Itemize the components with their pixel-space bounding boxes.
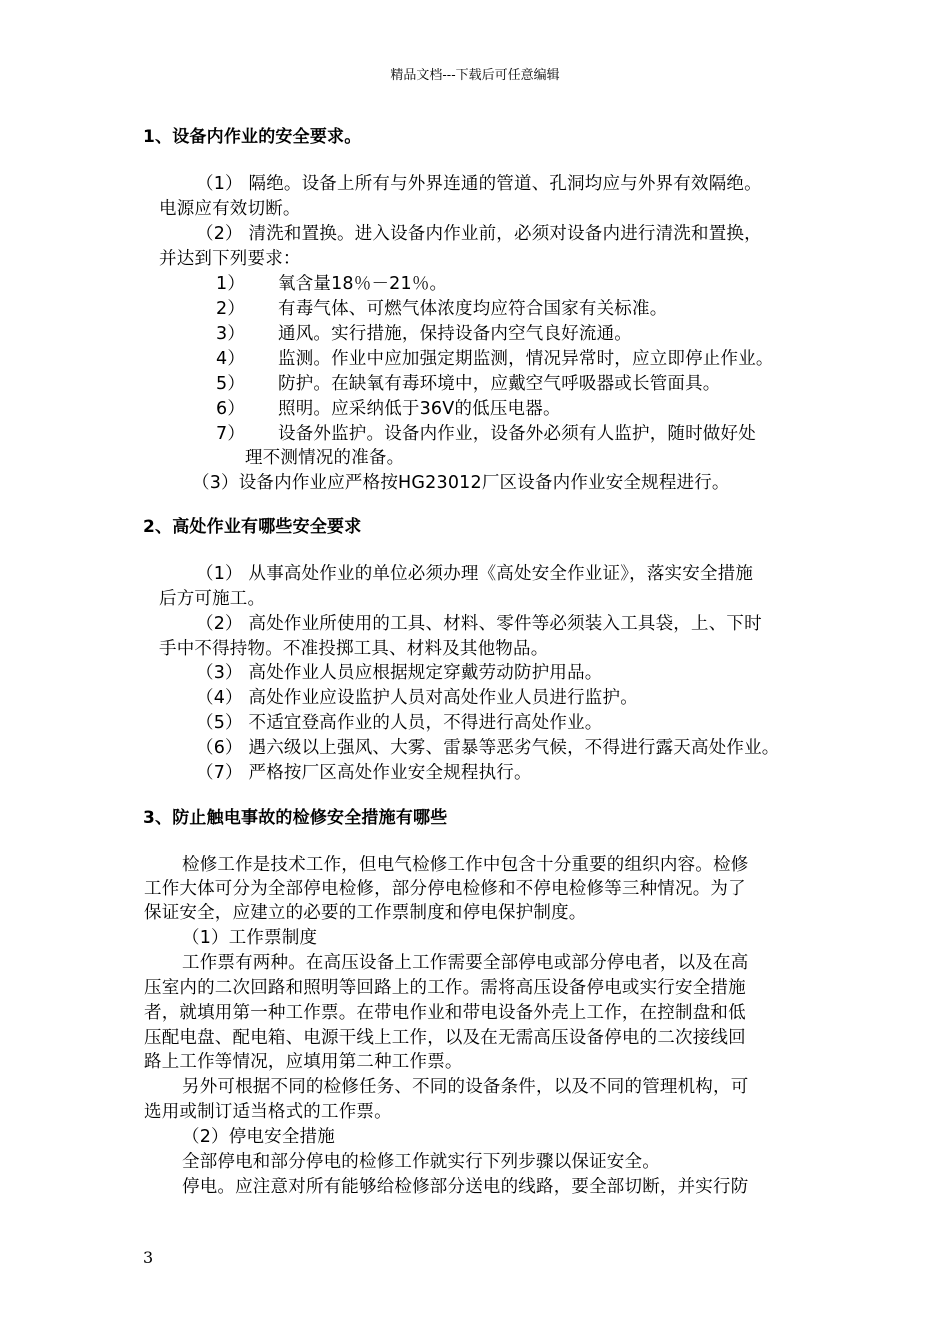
s2-p2-line2: 手中不得持物。不准投掷工具、材料及其他物品。 <box>159 639 549 659</box>
s1-item-num: 3） <box>216 324 246 344</box>
s3-ticket-line4: 压配电盘、配电箱、电源干线上工作，以及在无需高压设备停电的二次接线回 <box>144 1028 746 1048</box>
s3-outage-line: 停电。应注意对所有能够给检修部分送电的线路，要全部切断，并实行防 <box>182 1177 749 1197</box>
page-header: 精品文档---下载后可任意编辑 <box>390 68 560 83</box>
s2-p5: （5） 不适宜登高作业的人员，不得进行高处作业。 <box>196 713 603 733</box>
s2-p3: （3） 高处作业人员应根据规定穿戴劳动防护用品。 <box>196 663 603 683</box>
s3-ticket-line3: 者，就填用第一种工作票。在带电作业和带电设备外壳上工作，在控制盘和低 <box>144 1003 746 1023</box>
section2-title: 2、高处作业有哪些安全要求 <box>143 517 362 537</box>
s3-sub1: （1）工作票制度 <box>182 928 318 948</box>
s1-p2-line2: 并达到下列要求： <box>159 249 301 269</box>
s3-intro-line1: 检修工作是技术工作，但电气检修工作中包含十分重要的组织内容。检修 <box>182 855 749 875</box>
s3-intro-line3: 保证安全，应建立的必要的工作票制度和停电保护制度。 <box>144 903 587 923</box>
s3-other-line1: 另外可根据不同的检修任务、不同的设备条件，以及不同的管理机构，可 <box>182 1077 749 1097</box>
s1-item7-cont: 理不测情况的准备。 <box>245 448 405 468</box>
s3-sub2: （2）停电安全措施 <box>182 1127 335 1147</box>
s2-p1-line2: 后方可施工。 <box>159 589 266 609</box>
s2-p7: （7） 严格按厂区高处作业安全规程执行。 <box>196 763 532 783</box>
s3-ticket-line2: 压室内的二次回路和照明等回路上的工作。需将高压设备停电或实行安全措施 <box>144 978 746 998</box>
s2-p4: （4） 高处作业应设监护人员对高处作业人员进行监护。 <box>196 688 638 708</box>
s1-item-text: 监测。作业中应加强定期监测，情况异常时，应立即停止作业。 <box>278 349 774 369</box>
s2-p2-line1: （2） 高处作业所使用的工具、材料、零件等必须装入工具袋，上、下时 <box>196 614 762 634</box>
s1-item-text: 照明。应采纳低于36V的低压电器。 <box>278 399 561 419</box>
s1-p3: （3）设备内作业应严格按HG23012厂区设备内作业安全规程进行。 <box>192 473 730 493</box>
s1-item-num: 4） <box>216 349 246 369</box>
s1-item-num: 2） <box>216 299 246 319</box>
s1-item-num: 1） <box>216 274 246 294</box>
s3-ticket-line1: 工作票有两种。在高压设备上工作需要全部停电或部分停电者，以及在高 <box>182 953 749 973</box>
page-number: 3 <box>143 1248 154 1267</box>
s1-item-text: 防护。在缺氧有毒环境中，应戴空气呼吸器或长管面具。 <box>278 374 721 394</box>
s3-intro-line2: 工作大体可分为全部停电检修，部分停电检修和不停电检修等三种情况。为了 <box>144 879 746 899</box>
s1-item-text: 设备外监护。设备内作业，设备外必须有人监护，随时做好处 <box>278 424 756 444</box>
s3-steps-line: 全部停电和部分停电的检修工作就实行下列步骤以保证安全。 <box>182 1152 660 1172</box>
s1-item-text: 通风。实行措施，保持设备内空气良好流通。 <box>278 324 632 344</box>
s3-ticket-line5: 路上工作等情况，应填用第二种工作票。 <box>144 1052 463 1072</box>
s2-p1-line1: （1） 从事高处作业的单位必须办理《高处安全作业证》，落实安全措施 <box>196 564 754 584</box>
s1-item-text: 氧含量18％－21％。 <box>278 274 448 294</box>
s1-p2-line1: （2） 清洗和置换。进入设备内作业前，必须对设备内进行清洗和置换， <box>196 224 762 244</box>
section1-title: 1、设备内作业的安全要求。 <box>143 127 362 147</box>
section3-title: 3、防止触电事故的检修安全措施有哪些 <box>143 808 448 828</box>
s3-other-line2: 选用或制订适当格式的工作票。 <box>144 1102 392 1122</box>
s1-item-num: 6） <box>216 399 246 419</box>
s2-p6: （6） 遇六级以上强风、大雾、雷暴等恶劣气候，不得进行露天高处作业。 <box>196 738 780 758</box>
s1-item-num: 7） <box>216 424 246 444</box>
s1-p1-line1: （1） 隔绝。设备上所有与外界连通的管道、孔洞均应与外界有效隔绝。 <box>196 174 762 194</box>
s1-item-text: 有毒气体、可燃气体浓度均应符合国家有关标准。 <box>278 299 668 319</box>
s1-item-num: 5） <box>216 374 246 394</box>
s1-p1-line2: 电源应有效切断。 <box>159 199 301 219</box>
